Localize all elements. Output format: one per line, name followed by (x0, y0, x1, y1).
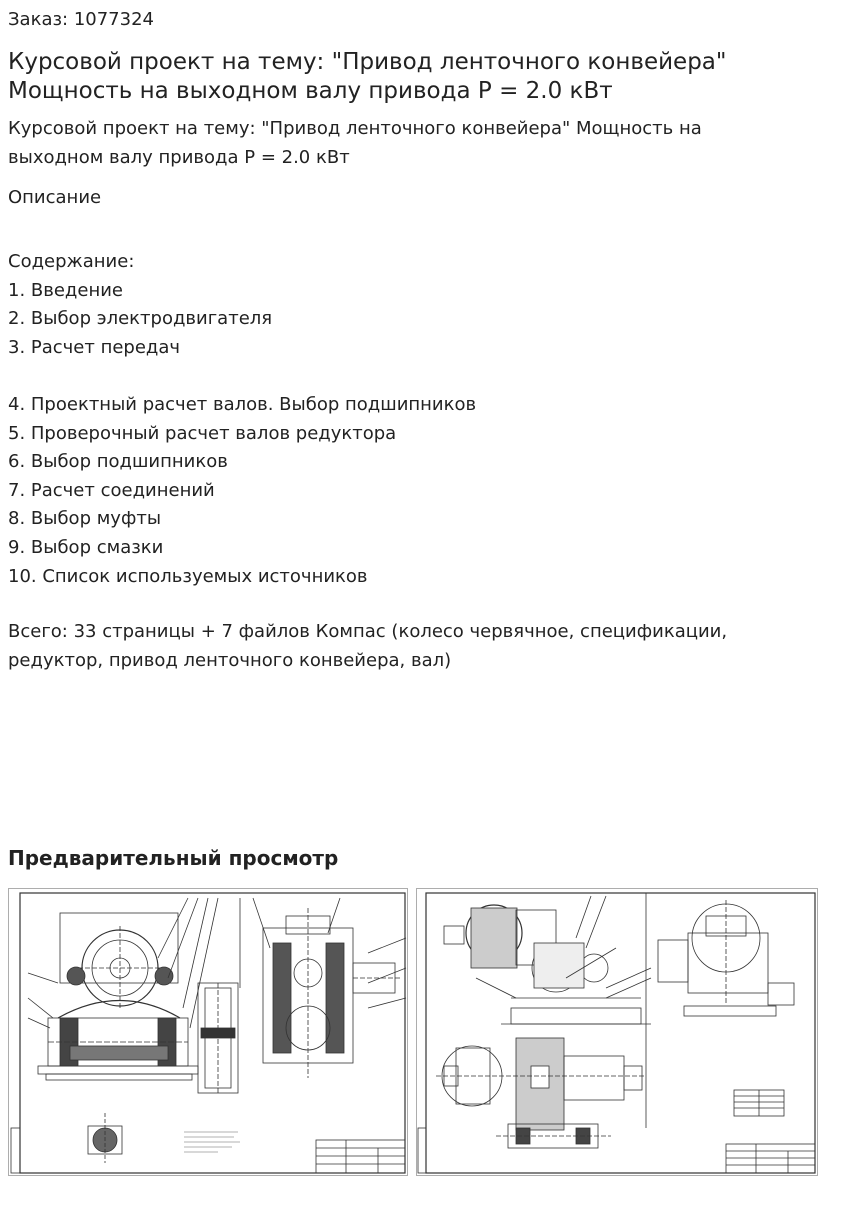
contents-list (8, 248, 838, 591)
contents-item: 3. Расчет передач (8, 336, 181, 358)
preview-heading: Предварительный просмотр (8, 846, 339, 870)
contents-item: 8. Выбор муфты (8, 508, 162, 530)
subtitle-line-1: Курсовой проект на тему: "Привод ленточного конвейера" Мощность на (8, 118, 702, 139)
description-heading: Описание (8, 187, 102, 208)
preview-thumbnail-1[interactable] (8, 888, 408, 1176)
contents-spacer (8, 362, 838, 391)
total-line-2: редуктор, привод ленточного конвейера, вал) (8, 649, 452, 671)
contents-item: 2. Выбор электродвигателя (8, 308, 273, 330)
contents-item: 6. Выбор подшипников (8, 451, 228, 473)
preview-thumbnail-2[interactable] (416, 888, 818, 1176)
contents-item: 4. Проектный расчет валов. Выбор подшипников (8, 393, 477, 415)
total-summary (8, 618, 838, 675)
page-title (8, 48, 838, 106)
title-line-1: Курсовой проект на тему: "Привод ленточного конвейера" (8, 49, 727, 75)
contents-item: 9. Выбор смазки (8, 536, 164, 558)
order-number: Заказ: 1077324 (8, 9, 154, 30)
contents-item: 5. Проверочный расчет валов редуктора (8, 422, 397, 444)
title-line-2: Мощность на выходном валу привода P = 2.0 кВт (8, 78, 613, 104)
drive-assembly-drawing-icon (416, 888, 818, 1176)
gearbox-drawing-icon (8, 888, 408, 1176)
contents-item: 1. Введение (8, 279, 123, 301)
contents-item: 7. Расчет соединений (8, 479, 215, 501)
subtitle-line-2: выходном валу привода P = 2.0 кВт (8, 146, 350, 168)
contents-heading: Содержание: (8, 251, 135, 272)
subtitle (8, 115, 838, 172)
total-line-1: Всего: 33 страницы + 7 файлов Компас (колесо червячное, спецификации, (8, 621, 728, 642)
contents-item: 10. Список используемых источников (8, 565, 368, 587)
